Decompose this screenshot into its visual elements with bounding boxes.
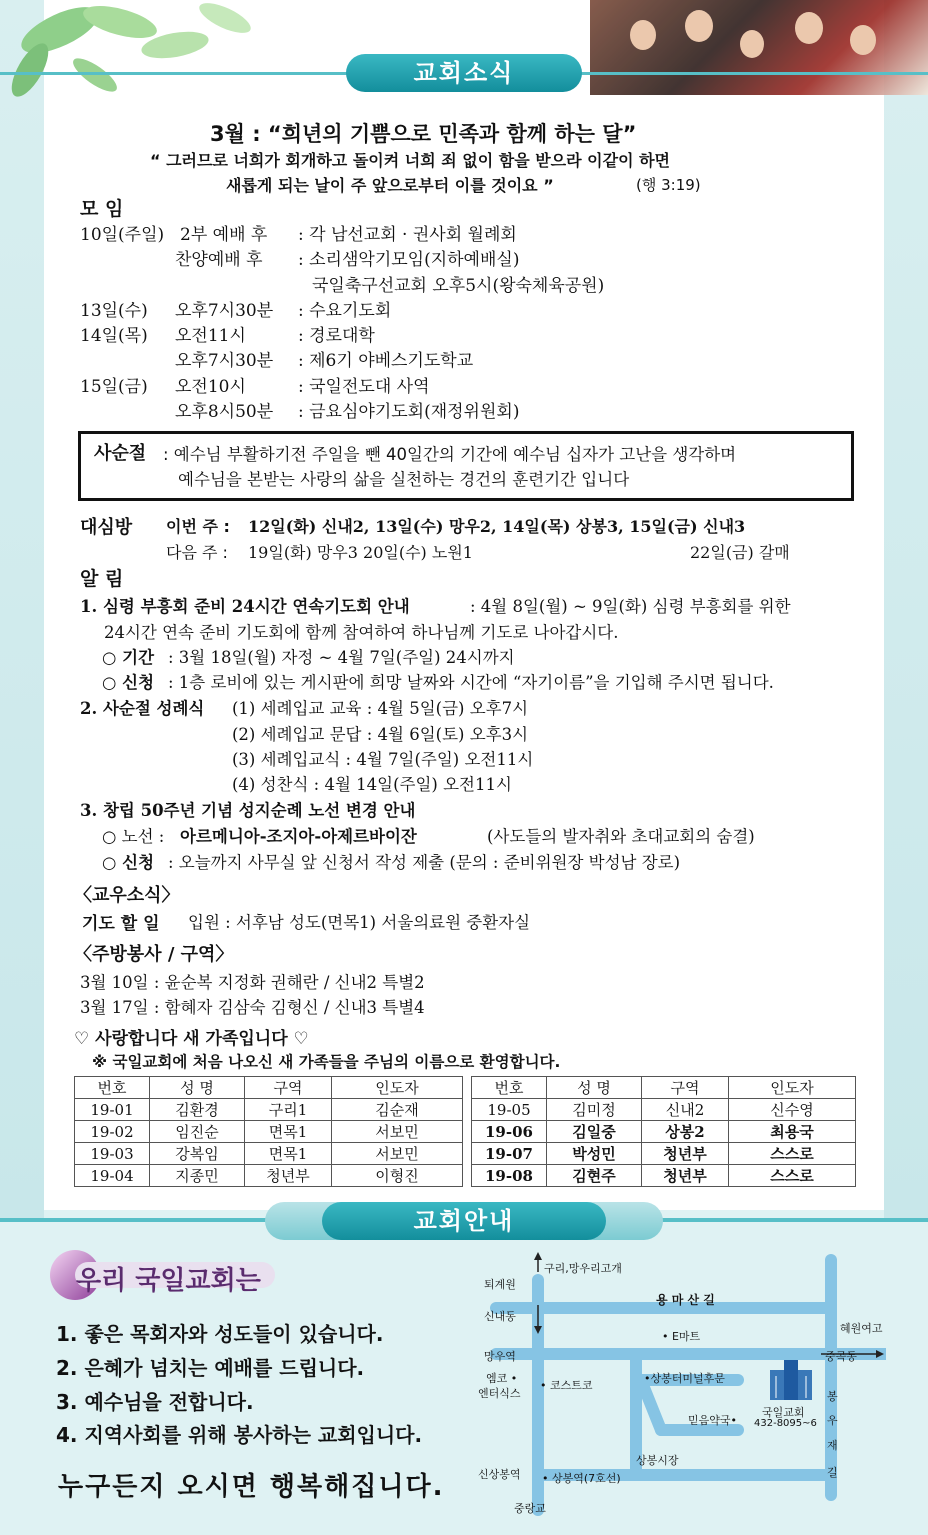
kitchen-heading: 〈주방봉사 / 구역〉 (74, 944, 234, 965)
table-cell: 임진순 (150, 1121, 245, 1143)
map-label-toegyewon: 퇴계원 (484, 1278, 516, 1291)
table-header: 성 명 (547, 1077, 642, 1099)
church-point: 2. 은혜가 넘치는 예배를 드립니다. (56, 1356, 365, 1380)
map-label-jungnang: 중랑교 (514, 1502, 546, 1515)
table-cell: 서보민 (332, 1121, 463, 1143)
table-header: 구역 (642, 1077, 729, 1099)
kitchen-line: 3월 10일 : 윤순복 지정화 권해란 / 신내2 특별2 (80, 973, 425, 992)
map-label-sangbong-station: • 상봉역(7호선) (542, 1472, 621, 1485)
map-label-terminal: •상봉터미널후문 (644, 1372, 725, 1385)
table-cell: 지종민 (150, 1165, 245, 1187)
meeting-day: 15일(금) (80, 377, 148, 397)
meetings-heading: 모 임 (80, 198, 124, 220)
table-cell: 면목1 (245, 1121, 332, 1143)
map-label-yongmasan: 용 마 산 길 (656, 1293, 715, 1307)
guide-title: 교회안내 (322, 1202, 606, 1240)
notices-heading: 알 림 (80, 568, 124, 590)
table-header-row (75, 1077, 856, 1099)
verse-line-1: “ 그러므로 너희가 회개하고 돌이켜 너희 죄 없이 함을 받으라 이같이 하면 (150, 151, 671, 170)
meeting-event: : 소리샘악기모임(지하예배실) (298, 250, 520, 270)
notice-2-item: (1) 세례입교 교육 : 4월 5일(금) 오후7시 (232, 699, 529, 718)
visits-next-week: 19일(화) 망우3 20일(수) 노원1 (248, 543, 473, 562)
table-cell: 김미정 (547, 1099, 642, 1121)
choir-photo (590, 0, 928, 95)
notice-1-title: 1. 심령 부흥회 준비 24시간 연속기도회 안내 (80, 597, 410, 616)
notice-2-item: (4) 성찬식 : 4월 14일(주일) 오전11시 (232, 775, 512, 794)
table-cell: 면목1 (245, 1143, 332, 1165)
notice-1-period-label: ○ 기간 (102, 648, 155, 667)
meeting-day: 13일(수) (80, 301, 148, 321)
table-cell: 강복임 (150, 1143, 245, 1165)
meeting-time: 찬양예배 후 (175, 250, 263, 270)
church-building-icon (770, 1360, 812, 1400)
table-cell: 19-03 (75, 1143, 150, 1165)
church-point: 1. 좋은 목회자와 성도들이 있습니다. (56, 1322, 384, 1346)
table-cell: 19-05 (472, 1099, 547, 1121)
table-row (75, 1165, 856, 1187)
map-label-bongu: 재 (827, 1439, 838, 1452)
table-cell: 김순재 (332, 1099, 463, 1121)
table-header: 인도자 (332, 1077, 463, 1099)
table-cell: 19-07 (472, 1143, 547, 1165)
notice-3-apply: : 오늘까지 사무실 앞 신청서 작성 제출 (문의 : 준비위원장 박성남 장로) (168, 853, 681, 872)
map-label-bongu: 봉 (827, 1390, 838, 1403)
table-cell: 19-08 (472, 1165, 547, 1187)
notice-2-title: 2. 사순절 성례식 (80, 699, 205, 718)
verse-line-2: 새롭게 되는 날이 주 앞으로부터 이를 것이요 ” (226, 176, 554, 195)
meeting-time: 2부 예배 후 (180, 225, 268, 245)
meeting-event: 국일축구선교회 오후5시(왕숙체육공원) (312, 276, 605, 296)
notice-3-title: 3. 창립 50주년 기념 성지순례 노선 변경 안내 (80, 801, 416, 820)
table-cell: 신내2 (642, 1099, 729, 1121)
meeting-event: : 제6기 야베스기도학교 (298, 351, 474, 371)
table-cell: 청년부 (642, 1143, 729, 1165)
table-cell: 구리1 (245, 1099, 332, 1121)
notice-2-item: (2) 세례입교 문답 : 4월 6일(토) 오후3시 (232, 725, 529, 744)
meeting-event: : 각 남선교회 · 권사회 월례회 (298, 225, 517, 245)
table-cell: 서보민 (332, 1143, 463, 1165)
newcomers-table (74, 1076, 856, 1187)
visits-next-week-extra: 22일(금) 갈매 (690, 543, 790, 562)
meeting-time: 오전10시 (175, 377, 246, 397)
table-header: 번호 (75, 1077, 150, 1099)
table-header: 인도자 (729, 1077, 856, 1099)
map-label-emco: 엠코 • (486, 1372, 518, 1385)
visits-this-week: 12일(화) 신내2, 13일(수) 망우2, 14일(목) 상봉3, 15일(금) 신내3 (248, 517, 746, 536)
meeting-time: 오전11시 (175, 326, 246, 346)
map-label-sinsangbong: 신상봉역 (478, 1468, 521, 1481)
table-cell: 스스로 (729, 1143, 856, 1165)
map-label-sangbong-market: 상봉시장 (636, 1454, 679, 1467)
meeting-day: 10일(주일) (80, 225, 165, 245)
notice-3-route-label: ○ 노선 : (102, 827, 165, 846)
leaves-decoration (0, 0, 300, 110)
table-cell: 청년부 (642, 1165, 729, 1187)
meeting-event: : 수요기도회 (298, 301, 392, 321)
map-label-phone: 432-8095~6 (754, 1418, 817, 1429)
table-cell: 이형진 (332, 1165, 463, 1187)
verse-reference: (행 3:19) (636, 176, 701, 194)
table-cell: 19-01 (75, 1099, 150, 1121)
notice-1-text-2: 24시간 연속 준비 기도회에 함께 참여하여 하나님께 기도로 나아갑시다. (104, 623, 619, 642)
map-label-sinnae: 신내동 (484, 1310, 516, 1323)
table-cell: 박성민 (547, 1143, 642, 1165)
notice-3-apply-label: ○ 신청 (102, 853, 155, 872)
meeting-time: 오후7시30분 (175, 301, 274, 321)
visits-next-week-label: 다음 주 : (166, 543, 228, 562)
table-row (75, 1121, 856, 1143)
table-cell: 상봉2 (642, 1121, 729, 1143)
notice-3-route-note: (사도들의 발자취와 초대교회의 숨결) (487, 827, 755, 846)
page-title: 교회소식 (346, 54, 582, 92)
map-label-bongu: 우 (827, 1414, 838, 1427)
visits-this-week-label: 이번 주 : (166, 517, 230, 536)
table-header: 구역 (245, 1077, 332, 1099)
notice-1-period: : 3월 18일(월) 자정 ~ 4월 7일(주일) 24시까지 (168, 648, 515, 667)
table-cell: 19-02 (75, 1121, 150, 1143)
map-label-bongu: 길 (827, 1466, 838, 1479)
map-label-entersix: 엔터식스 (478, 1387, 521, 1400)
map-label-mangu: 망우역 (484, 1350, 516, 1363)
table-cell: 신수영 (729, 1099, 856, 1121)
table-cell: 김현주 (547, 1165, 642, 1187)
meeting-day: 14일(목) (80, 326, 148, 346)
meeting-time: 오후7시30분 (175, 351, 274, 371)
prayer-text: 입원 : 서후남 성도(면목1) 서울의료원 중환자실 (188, 913, 531, 932)
table-cell: 김환경 (150, 1099, 245, 1121)
map-label-hyewon: 혜원여고 (840, 1322, 883, 1335)
map-label-costco: • 코스트코 (540, 1379, 593, 1392)
map-label-church: 국일교회 (762, 1406, 805, 1419)
newcomers-heading: ♡ 사랑합니다 새 가족입니다 ♡ (74, 1029, 309, 1049)
meeting-event: : 국일전도대 사역 (298, 377, 430, 397)
left-decor-band (0, 0, 44, 1220)
map-label-junggok: 중곡동 (825, 1350, 857, 1363)
notice-1-apply: : 1층 로비에 있는 게시판에 희망 날짜와 시간에 “자기이름”을 기입해 주시면 됩니다. (168, 673, 774, 692)
lent-line-2: 예수님을 본받는 사랑의 삶을 실천하는 경건의 훈련기간 입니다 (178, 470, 630, 489)
church-slogan: 누구든지 오시면 행복해집니다. (58, 1472, 445, 1502)
table-cell: 김일중 (547, 1121, 642, 1143)
map-label-guri: 구리,망우리고개 (544, 1262, 622, 1275)
notice-3-route: 아르메니아-조지아-아제르바이잔 (180, 827, 417, 846)
table-row (75, 1143, 856, 1165)
table-row (75, 1099, 856, 1121)
notice-2-item: (3) 세례입교식 : 4월 7일(주일) 오전11시 (232, 750, 534, 769)
church-point: 3. 예수님을 전합니다. (56, 1390, 254, 1414)
church-heading: 우리 국일교회는 (76, 1266, 261, 1296)
monthly-theme: 3월 : “희년의 기쁨으로 민족과 함께 하는 달” (210, 122, 637, 146)
notice-1-text: : 4월 8일(월) ~ 9일(화) 심령 부흥회를 위한 (470, 597, 791, 616)
meeting-time: 오후8시50분 (175, 402, 274, 422)
table-cell: 최용국 (729, 1121, 856, 1143)
table-cell: 스스로 (729, 1165, 856, 1187)
notice-1-apply-label: ○ 신청 (102, 673, 155, 692)
prayer-label: 기도 할 일 (82, 914, 160, 934)
visits-heading: 대심방 (80, 517, 133, 538)
kitchen-line: 3월 17일 : 함혜자 김삼숙 김형신 / 신내3 특별4 (80, 998, 425, 1017)
map-label-pharmacy: 믿음약국• (688, 1414, 737, 1427)
map-label-emart: • E마트 (662, 1330, 701, 1343)
church-point: 4. 지역사회를 위해 봉사하는 교회입니다. (56, 1423, 423, 1447)
table-header: 성 명 (150, 1077, 245, 1099)
newcomers-subtitle: ※ 국일교회에 처음 나오신 새 가족들을 주님의 이름으로 환영합니다. (92, 1053, 561, 1071)
lent-line-1: : 예수님 부활하기전 주일을 뺀 40일간의 기간에 예수님 십자가 고난을 생각하며 (163, 445, 737, 464)
table-cell: 19-04 (75, 1165, 150, 1187)
lent-label: 사순절 (94, 443, 147, 464)
table-header: 번호 (472, 1077, 547, 1099)
members-news-heading: 〈교우소식〉 (74, 885, 180, 906)
table-cell: 청년부 (245, 1165, 332, 1187)
right-decor-band (884, 0, 928, 1220)
meeting-event: : 금요심야기도회(재정위원회) (298, 402, 520, 422)
table-cell: 19-06 (472, 1121, 547, 1143)
meeting-event: : 경로대학 (298, 326, 375, 346)
